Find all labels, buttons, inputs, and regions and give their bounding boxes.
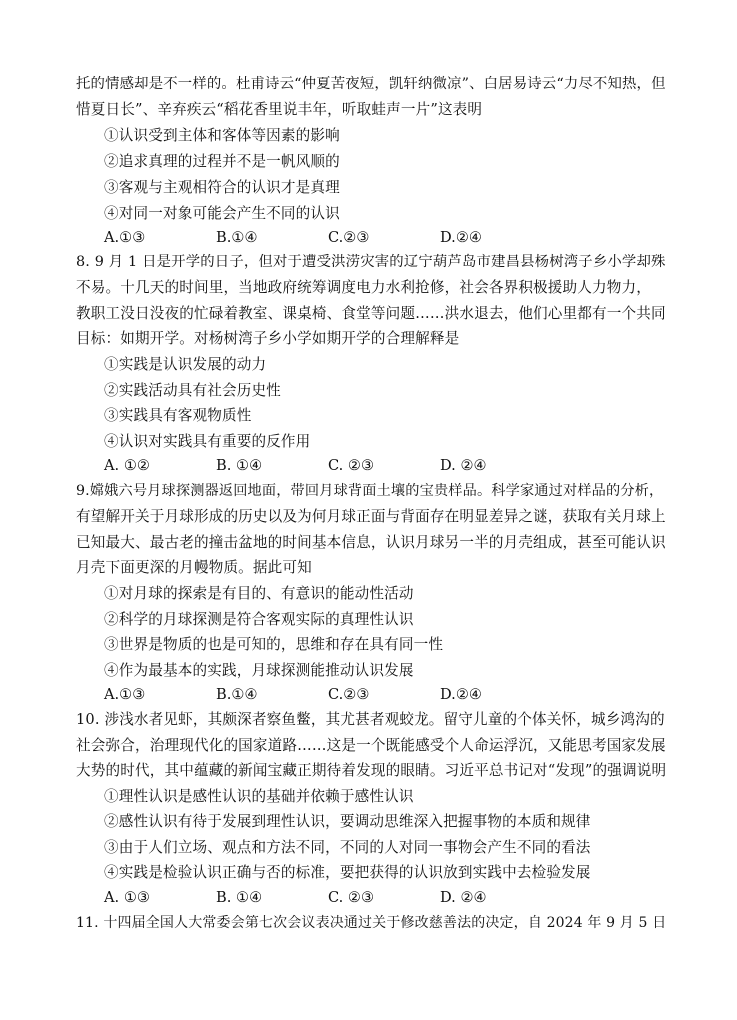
q7-statement-1: ①认识受到主体和客体等因素的影响 [104, 127, 340, 144]
q7-statement-4: ④对同一对象可能会产生不同的认识 [104, 205, 340, 222]
q10-option-d: D. ②④ [440, 889, 487, 906]
q7-option-d: D.②④ [440, 229, 482, 246]
q10-stem-line-1: 10. 涉浅水者见虾，其颇深者察鱼鳖，其尤甚者观蛟龙。留守儿童的个体关怀，城乡鸿沟的 [76, 711, 665, 728]
q9-statement-3: ③世界是物质的也是可知的，思维和存在具有同一性 [104, 636, 444, 653]
q9-option-c: C.②③ [328, 686, 370, 703]
q10-statement-3: ③由于人们立场、观点和方法不同，不同的人对同一事物会产生不同的看法 [104, 839, 591, 856]
q8-statement-3: ③实践具有客观物质性 [104, 407, 252, 424]
q8-option-c: C. ②③ [328, 457, 375, 474]
q7-option-b: B.①④ [216, 229, 258, 246]
q9-stem-line-4: 月壳下面更深的月幔物质。据此可知 [76, 559, 312, 576]
q9-statement-1: ①对月球的探索是有目的、有意识的能动性活动 [104, 585, 414, 602]
q7-option-c: C.②③ [328, 229, 370, 246]
q10-statement-1: ①理性认识是感性认识的基础并依赖于感性认识 [104, 788, 414, 805]
q7-statement-3: ③客观与主观相符合的认识才是真理 [104, 179, 340, 196]
q10-stem-line-2: 社会弥合，治理现代化的国家道路……这是一个既能感受个人命运浮沉，又能思考国家发展 [76, 737, 666, 754]
q8-statement-2: ②实践活动具有社会历史性 [104, 382, 281, 399]
q8-statement-1: ①实践是认识发展的动力 [104, 356, 267, 373]
q9-option-d: D.②④ [440, 686, 482, 703]
q8-stem-line-4: 目标：如期开学。对杨树湾子乡小学如期开学的合理解释是 [76, 330, 460, 347]
q7-option-a: A.①③ [104, 229, 146, 246]
q9-option-b: B.①④ [216, 686, 258, 703]
q10-option-a: A. ①③ [104, 889, 150, 906]
q9-stem-line-3: 已知最大、最古老的撞击盆地的时间基本信息，认识月球另一半的月壳组成，甚至可能认识 [76, 534, 666, 551]
q9-statement-4: ④作为最基本的实践，月球探测能推动认识发展 [104, 662, 414, 679]
q8-options [104, 456, 664, 476]
q10-option-c: C. ②③ [328, 889, 375, 906]
q8-stem-line-1: 8. 9 月 1 日是开学的日子，但对于遭受洪涝灾害的辽宁葫芦岛市建昌县杨树湾子乡小学却殊 [76, 254, 666, 270]
q9-options [104, 685, 664, 705]
q8-option-d: D. ②④ [440, 457, 487, 474]
q11-stem-line-1: 11. 十四届全国人大常委会第七次会议表决通过关于修改慈善法的决定，自 2024 年 9 月 5 日 [76, 915, 667, 931]
q7-stem-line-1: 托的情感却是不一样的。杜甫诗云“仲夏苦夜短，凯轩纳微凉”、白居易诗云“力尽不知热，但 [76, 76, 666, 92]
q10-stem-line-3: 大势的时代，其中蕴藏的新闻宝藏正期待着发现的眼睛。习近平总书记对“发现”的强调说明 [76, 762, 667, 779]
q7-options [104, 228, 664, 248]
q10-option-b: B. ①④ [216, 889, 263, 906]
q9-option-a: A.①③ [104, 686, 146, 703]
q7-statement-2: ②追求真理的过程并不是一帆风顺的 [104, 153, 340, 170]
q8-statement-4: ④认识对实践具有重要的反作用 [104, 433, 311, 450]
q7-stem-line-2: 惜夏日长”、辛弃疾云“稻花香里说丰年，听取蛙声一片”这表明 [76, 101, 483, 118]
q8-option-b: B. ①④ [216, 457, 263, 474]
q10-options [104, 888, 664, 908]
q8-stem-line-2: 不易。十几天的时间里，当地政府统筹调度电力水利抢修，社会各界积极援助人力物力， [76, 279, 652, 296]
q9-stem-line-1: 9.嫦娥六号月球探测器返回地面，带回月球背面土壤的宝贵样品。科学家通过对样品的分析， [76, 483, 664, 499]
q8-option-a: A. ①② [104, 457, 150, 474]
q9-statement-2: ②科学的月球探测是符合客观实际的真理性认识 [104, 611, 414, 628]
q10-statement-4: ④实践是检验认识正确与否的标准，要把获得的认识放到实践中去检验发展 [104, 864, 591, 881]
q10-statement-2: ②感性认识有待于发展到理性认识，要调动思维深入把握事物的本质和规律 [104, 813, 591, 830]
q8-stem-line-3: 教职工没日没夜的忙碌着教室、课桌椅、食堂等问题……洪水退去，他们心里都有一个共同 [76, 305, 666, 322]
q9-stem-line-2: 有望解开关于月球形成的历史以及为何月球正面与背面存在明显差异之谜，获取有关月球上 [76, 508, 666, 525]
